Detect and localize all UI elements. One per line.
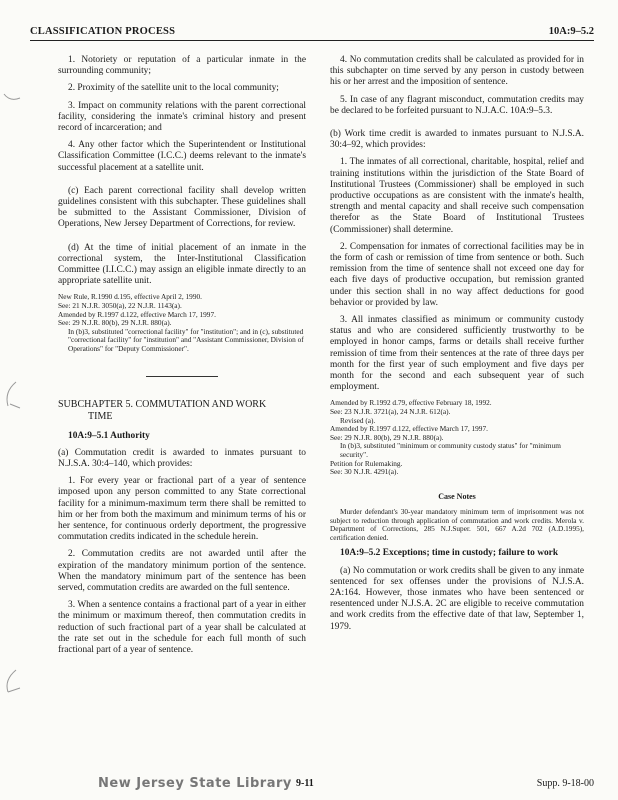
header-section-number: 10A:9–5.2 [548, 26, 594, 37]
running-header [30, 24, 594, 41]
page-footer [0, 778, 618, 792]
paragraph-a4: 4. No commutation credits shall be calculated as provided for in this subchapter on time served by any person in custody between his or her arrest and the imposition of sentence. [330, 55, 584, 88]
page-number: 9-11 [296, 778, 314, 789]
section-heading: 10A:9–5.1 Authority [68, 430, 150, 441]
margin-mark-icon [2, 668, 22, 698]
paragraph-b4: 4. Any other factor which the Superintendent or Institutional Classification Committee (I.C.C.) deems relevant to the inmate's successful placement at a satellite unit. [58, 140, 306, 173]
paragraph-a2: 2. Commutation credits are not awarded until after the expiration of the mandatory minimum portion of the sentence. When the mandatory minimum part of the sentence has been served, commutation credits are awarded on the full sentence. [58, 549, 306, 594]
paragraph-b: (b) Work time credit is awarded to inmates pursuant to N.J.S.A. 30:4–92, which provides: [330, 129, 584, 151]
paragraph-52a: (a) No commutation or work credits shall be given to any inmate sentenced for sex offenses under the provisions of N.J.S.A. 2A:164. However, those inmates who have been sentenced or resentenced under N.J.S.A. 2C are eligible to receive commutation and work credits from the effective date of that law, September 1, 1979. [330, 565, 584, 632]
supplement-date: Supp. 9-18-00 [536, 778, 594, 789]
paragraph-c: (c) Each parent correctional facility shall develop written guidelines consistent with this subchapter. These guidelines shall be submitted to the Assistant Commissioner, Division of Operations, New Jersey Department of Corrections, for review. [58, 185, 306, 230]
paragraph-b2-work: 2. Compensation for inmates of correctional facilities may be in the form of cash or remission of time from sentence or both. Such remission from the time of sentence shall not exceed one day for each five days of productive occupation, but remission granted under this section shall in no way affect deductions for good behavior or provided by law. [330, 241, 584, 308]
paragraph-a: (a) Commutation credit is awarded to inmates pursuant to N.J.S.A. 30:4–140, which provides: [58, 447, 306, 470]
paragraph-a5: 5. In case of any flagrant misconduct, commutation credits may be declared to be forfeited pursuant to N.J.A.C. 10A:9–5.3. [330, 94, 584, 116]
section-divider [146, 376, 218, 377]
paragraph-b2: 2. Proximity of the satellite unit to the local community; [68, 83, 279, 94]
library-stamp: New Jersey State Library [98, 776, 292, 791]
paragraph-b1-work: 1. The inmates of all correctional, charitable, hospital, relief and training institutions within the jurisdiction of the State Board of Institutional Trustees (Commissioner) shall be employed in such productive occupations as are consistent with the inmate's health, strength and mental capacity and shall receive such compensation therefor as the State Board of Institutional Trustees (Commissioner) shall determine. [330, 157, 584, 235]
paragraph-a3: 3. When a sentence contains a fractional part of a year in either the minimum or maximum thereof, then commutation credits in reduction of such fractional part of a year shall be calculated at the rate set out in the schedule for each full month of such fractional part of a year of sentence. [58, 600, 306, 656]
paragraph-b1: 1. Notoriety or reputation of a particular inmate in the surrounding community; [58, 55, 306, 77]
section-heading: 10A:9–5.2 Exceptions; time in custody; failure to work [340, 548, 559, 559]
subchapter-heading: SUBCHAPTER 5. COMMUTATION AND WORK TIME [58, 398, 267, 422]
margin-mark-icon [2, 88, 22, 118]
margin-mark-icon [2, 380, 22, 410]
paragraph-a1: 1. For every year or fractional part of a year of sentence imposed upon any person committed to any State correctional facility for a minimum-maximum term there shall be remitted to him or her from both the maximum and minimum terms of his or her sentence, for continuous orderly deportment, the progressive commutation credits indicated in the schedule herein. [58, 476, 306, 543]
history-note: New Rule, R.1990 d.195, effective April 2, 1990. See: 21 N.J.R. 3050(a), 22 N.J.R. 1143(a). Amended by R.1997 d.122, effective March 17, 1997. See: 29 N.J.R. 80(b), 29 N.J.R. 880(a). In (b)3, substituted "correctional facility" for "institution"; and in (c), substituted "correctional facility" for "institution" and "Assistant Commissioner, Division of Operations" for "Deputy Commissioner". [58, 292, 304, 354]
right-column [330, 55, 584, 639]
left-column [58, 55, 306, 662]
paragraph-b3: 3. Impact on community relations with the parent correctional facility, considering the inmate's criminal history and present record of incarceration; and [58, 100, 306, 134]
history-note: Amended by R.1992 d.79, effective February 18, 1992. See: 23 N.J.R. 3721(a), 24 N.J.R. 612(a). Revised (a). Amended by R.1997 d.122, effective March 17, 1997. See: 29 N.J.R. 80(b), 29 N.J.R. 880(a). In (b)3, substituted "minimum or community custody status" for "minimum security". Petition for Rulemaking. See: 30 N.J.R. 4291(a). [330, 398, 561, 477]
header-title: CLASSIFICATION PROCESS [30, 26, 176, 37]
paragraph-d: (d) At the time of initial placement of an inmate in the correctional system, the Inter-Institutional Classification Committee (I.I.C.C.) may assign an eligible inmate directly to an appropriate satellite unit. [58, 242, 306, 287]
case-notes-title: Case Notes [438, 491, 476, 501]
paragraph-b3-work: 3. All inmates classified as minimum or community custody status and who are considered sufficiently trustworthy to be employed in honor camps, farms or details shall receive further remission of time from their sentences at the rate of three days per month for the first year of such employment and five days per month for the second and each subsequent year of such employment. [330, 315, 584, 393]
case-notes-text: Murder defendant's 30-year mandatory minimum term of imprisonment was not subject to reduction through application of commutation and work credits. Merola v. Department of Corrections, 285 N.J.Super. 501, 667 A.2d 702 (A.D.1995), certification denied. [330, 507, 584, 542]
